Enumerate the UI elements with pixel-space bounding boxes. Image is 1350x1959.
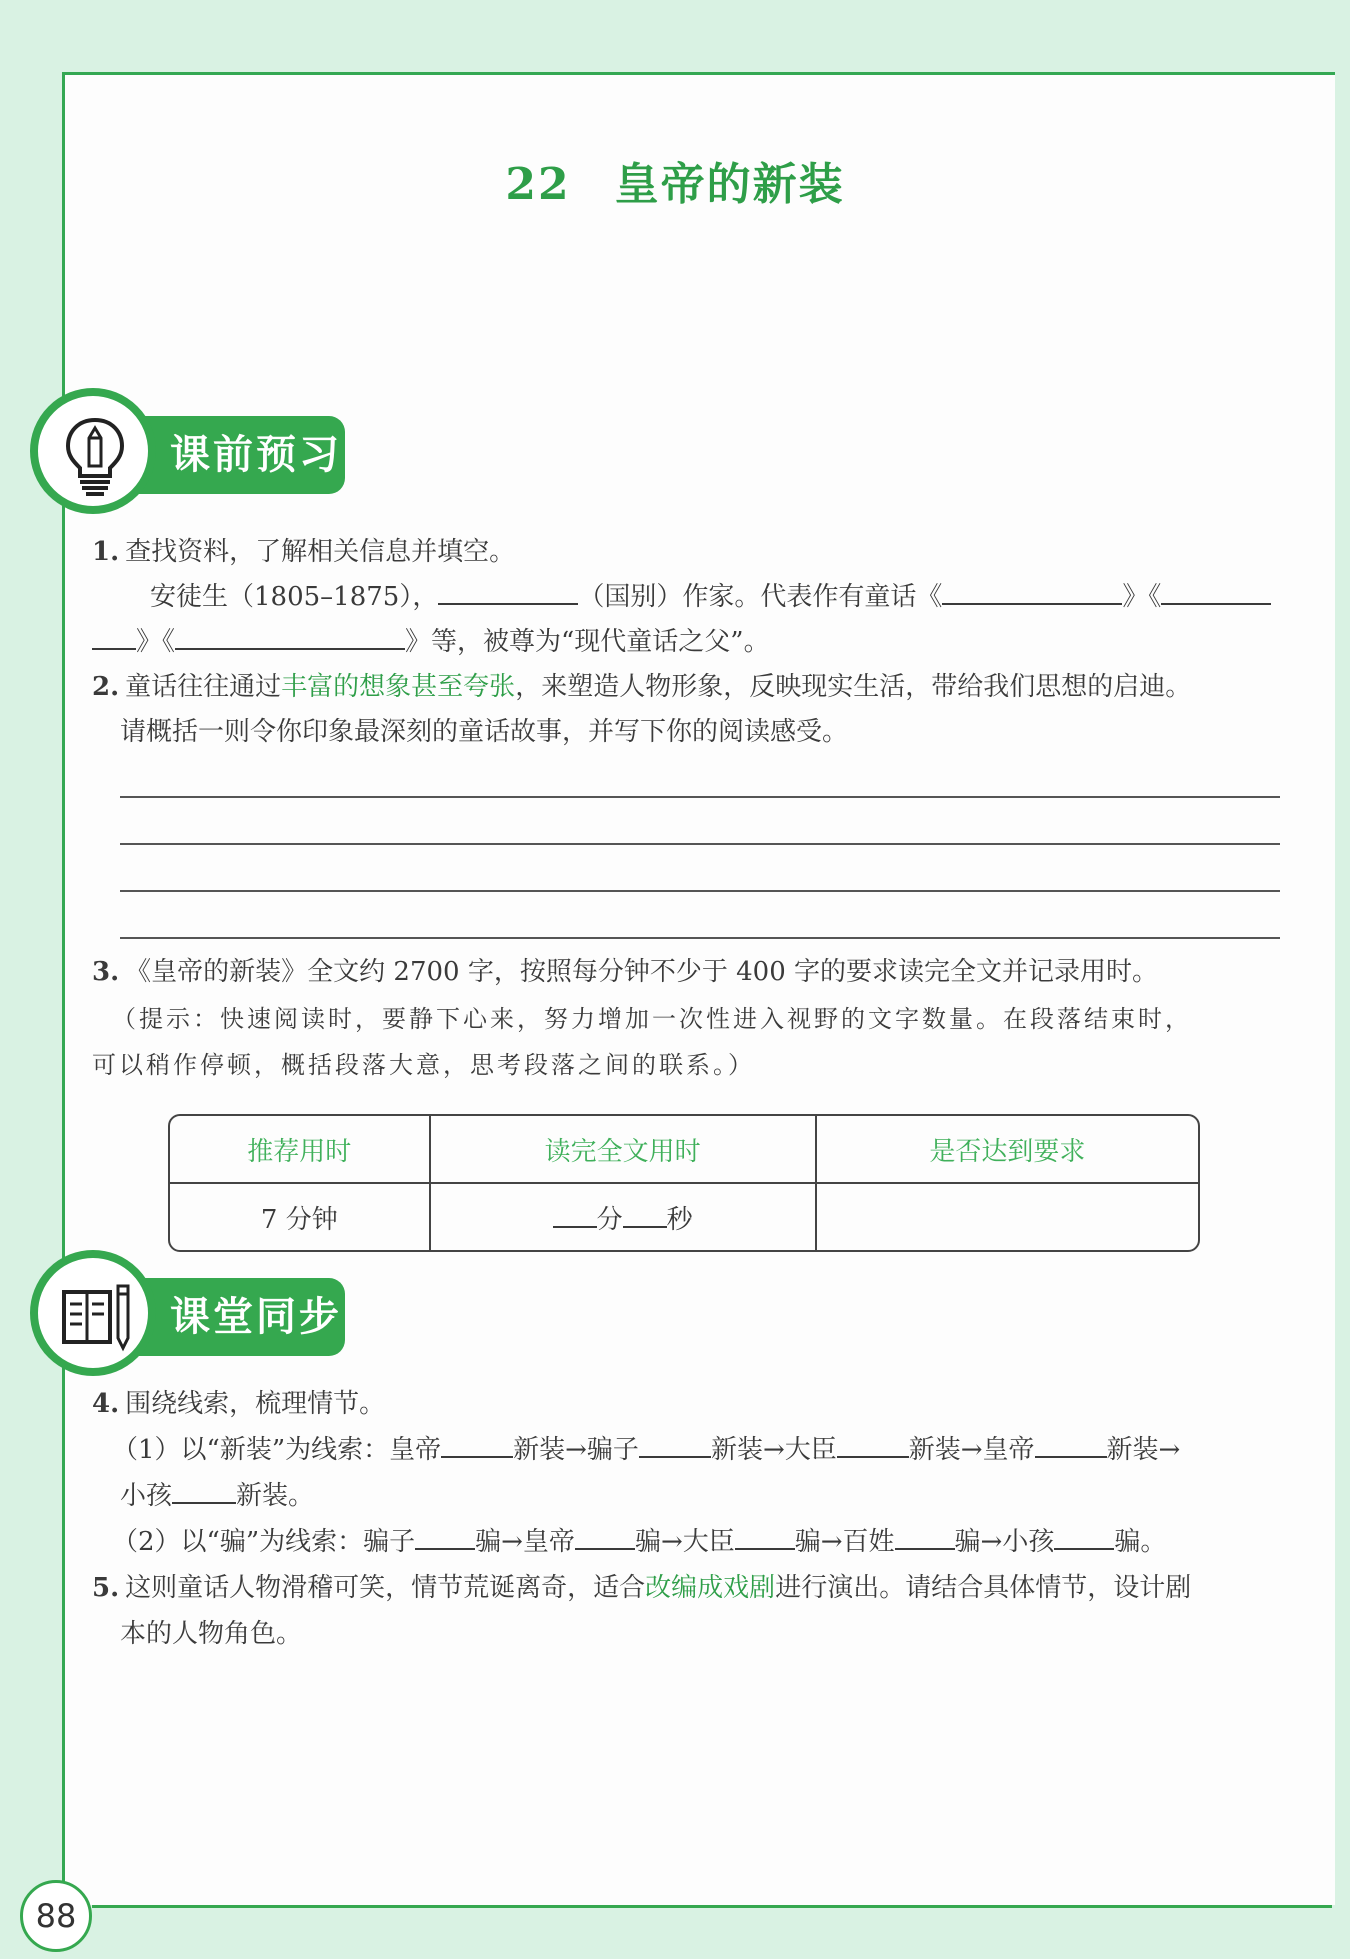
question-1: 1. 查找资料，了解相关信息并填空。: [92, 537, 516, 567]
page-title: [0, 148, 1350, 212]
lesson-number: 22: [505, 159, 571, 210]
answer-line[interactable]: [120, 937, 1280, 939]
answer-blank[interactable]: [1035, 1428, 1107, 1458]
minutes-blank[interactable]: [553, 1202, 597, 1228]
answer-blank-work-2[interactable]: [1161, 575, 1271, 605]
answer-blank[interactable]: [895, 1520, 955, 1550]
footer-line: [92, 1905, 1332, 1908]
question-1-line-2: 》《 》等，被尊为“现代童话之父”。: [92, 620, 1282, 664]
lightbulb-pencil-icon: [60, 416, 130, 496]
answer-blank-work-1[interactable]: [942, 575, 1122, 605]
question-3: 3. 《皇帝的新装》全文约 2700 字，按照每分钟不少于 400 字的要求读完全文并记录用时。: [92, 957, 1159, 987]
question-3-tip-1: （提示：快速阅读时，要静下心来，努力增加一次性进入视野的文字数量。在段落结束时，: [112, 1005, 1192, 1033]
answer-blank[interactable]: [172, 1474, 236, 1504]
answer-blank[interactable]: [639, 1428, 711, 1458]
question-3-tip-2: 可以稍作停顿，概括段落大意，思考段落之间的联系。）: [92, 1051, 755, 1079]
question-4: 4. 围绕线索，梳理情节。: [92, 1389, 386, 1419]
answer-blank[interactable]: [837, 1428, 909, 1458]
answer-blank[interactable]: [415, 1520, 475, 1550]
reading-time-table: [168, 1114, 1200, 1252]
table-header: 是否达到要求: [817, 1116, 1198, 1184]
answer-blank[interactable]: [735, 1520, 795, 1550]
answer-line[interactable]: [120, 796, 1280, 798]
table-header: 推荐用时: [170, 1116, 431, 1184]
result-cell[interactable]: [817, 1184, 1198, 1250]
answer-line[interactable]: [120, 843, 1280, 845]
answer-blank[interactable]: [1054, 1520, 1114, 1550]
section-classroom-label: 课堂同步: [170, 1294, 342, 1340]
actual-time-cell: 分 秒: [431, 1184, 817, 1250]
question-5: 5. 这则童话人物滑稽可笑，情节荒诞离奇，适合改编成戏剧进行演出。请结合具体情节，设计剧: [92, 1573, 1192, 1603]
answer-blank[interactable]: [441, 1428, 513, 1458]
answer-blank[interactable]: [575, 1520, 635, 1550]
question-1-line-1: 安徒生（1805–1875）， （国别）作家。代表作有童话《 》《: [150, 575, 1290, 619]
book-pencil-icon: [60, 1278, 136, 1354]
answer-blank-work-2-cont[interactable]: [92, 620, 136, 650]
question-2: 2. 童话往往通过丰富的想象甚至夸张，来塑造人物形象，反映现实生活，带给我们思想的启迪。: [92, 672, 1192, 702]
question-2-line-2: 请概括一则令你印象最深刻的童话故事，并写下你的阅读感受。: [120, 717, 849, 747]
section-preview-header: [30, 388, 350, 518]
section-preview-label: 课前预习: [170, 432, 342, 478]
question-4-part-2: （2）以“骗”为线索：骗子 骗→皇帝 骗→大臣 骗→百姓 骗→小孩 骗。: [112, 1520, 1282, 1564]
lesson-title: 皇帝的新装: [614, 159, 845, 210]
answer-line[interactable]: [120, 890, 1280, 892]
seconds-blank[interactable]: [623, 1202, 667, 1228]
page-number: 88: [20, 1880, 92, 1952]
section-classroom-header: [30, 1250, 350, 1380]
table-header: 读完全文用时: [431, 1116, 817, 1184]
question-5-line-2: 本的人物角色。: [120, 1619, 303, 1649]
recommended-time: 7 分钟: [170, 1184, 431, 1250]
question-4-part-1-cont: 小孩 新装。: [120, 1474, 1310, 1518]
answer-blank-work-3[interactable]: [175, 620, 405, 650]
question-4-part-1: （1）以“新装”为线索：皇帝 新装→骗子 新装→大臣 新装→皇帝 新装→: [112, 1428, 1282, 1472]
answer-blank-country[interactable]: [438, 575, 578, 605]
